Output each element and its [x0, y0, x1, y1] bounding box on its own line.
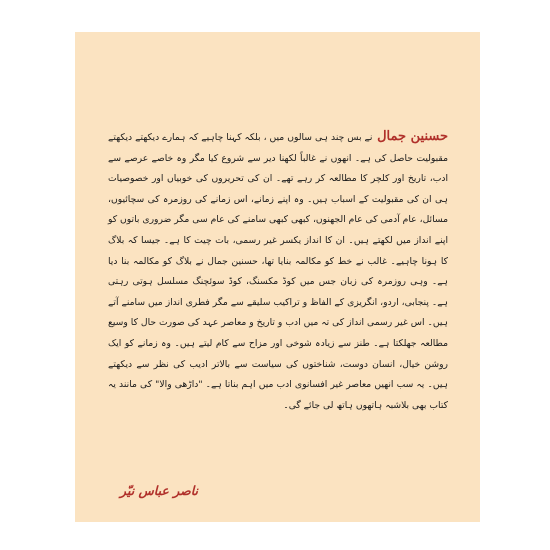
signature: ناصر عباس نیّر [120, 483, 198, 498]
author-name: حسنین جمال [372, 129, 448, 144]
body-paragraph [108, 127, 448, 416]
paragraph-text: نے بس چند ہی سالوں میں ، بلکہ کہنا چاہیے کہ ہمارے دیکھتے دیکھتے مقبولیت حاصل کی ہے۔ انھوں نے غالباً لکھنا دیر سے شروع کیا مگر وہ خاصے عرصے سے ادب، تاریخ اور کلچر کا مطالعہ کر رہے تھے۔ ان کی تحریروں کی خوبیاں اور خصوصیات ہی ان کی مقبولیت کے اسباب ہیں۔ وہ اپنے زمانے، اس زمانے کی روزمرہ کی سچائیوں، مسائل، عام آدمی کی عام الجھنوں، کبھی کبھی سامنے کی عام سی مگر ضروری باتوں کو اپنے انداز میں لکھتے ہیں۔ ان کا انداز یکسر غیر رسمی، بات چیت کا ہے۔ جیسا کہ بلاگ کا ہونا چاہیے۔ غالب نے خط کو مکالمہ بنایا تھا، حسنین جمال نے بلاگ کو مکالمہ بنا دیا ہے۔ وہی روزمرہ کی زبان جس میں کوڈ مکسنگ، کوڈ سوئچنگ مسلسل ہوتی رہتی ہے۔ پنجابی، اردو، انگریزی کے الفاظ و تراکیب سلیقے سے مگر فطری انداز میں سامنے آتے ہیں۔ اس غیر رسمی انداز کی تہ میں ادب و تاریخ و معاصر عہد کی صورت حال کا وسیع مطالعہ جھلکتا ہے۔ طنز سے زیادہ شوخی اور مزاح سے کام لیتے ہیں۔ وہ زمانے کو ایک روشن خیال، انسان دوست، شناختوں کی سیاست سے بالاتر ادیب کی نظر سے دیکھتے ہیں۔ یہ سب انھیں معاصر غیر افسانوی ادب میں اہم بناتا ہے۔ "داڑھی والا" کی مانند یہ کتاب بھی بلاشبہ ہاتھوں ہاتھ لی جائے گی۔ [108, 132, 448, 411]
